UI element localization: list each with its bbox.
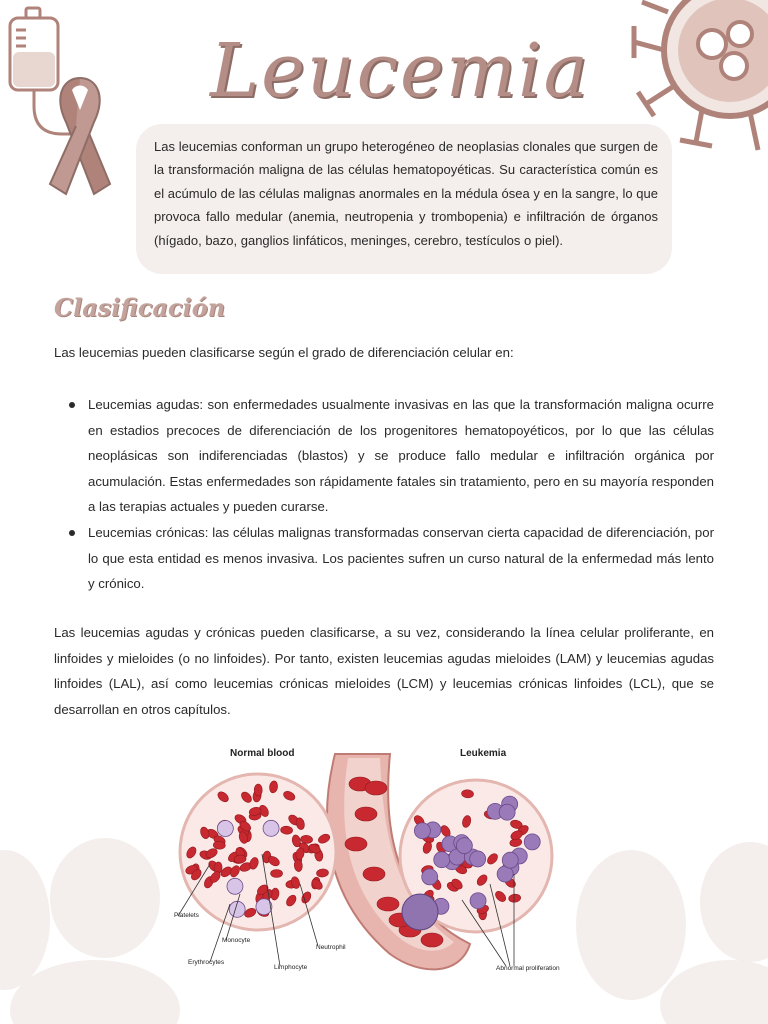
red-blood-cell xyxy=(271,869,283,877)
white-blood-cell xyxy=(502,852,518,868)
label-leukemia: Leukemia xyxy=(460,748,507,759)
label-limphocyte: Limphocyte xyxy=(274,964,308,971)
label-platelets: Platelets xyxy=(174,912,199,919)
white-blood-cell xyxy=(227,878,243,894)
label-monocyte: Monocyte xyxy=(222,937,251,944)
blood-vessel-illustration xyxy=(170,744,590,980)
label-abnormal-proliferation: Abnormal proliferation xyxy=(496,965,560,972)
document-title: Leucemia xyxy=(210,28,590,114)
white-blood-cell xyxy=(470,851,486,867)
blood-illustration xyxy=(170,744,590,980)
intro-paragraph: Las leucemias conforman un grupo heterogéneo de neoplasias clonales que surgen de la transformación maligna de las células hematopoyéticas. Su característica común es el acúmulo de las células malignas anormales en la médula ósea y en la sangre, lo que provoca fallo medular (anemia, neutropenia y trombopenia) e infiltración de órganos (hígado, bazo, ganglios linfáticos, meninges, cerebro, testículos o piel). xyxy=(154,139,658,248)
white-blood-cell xyxy=(217,821,233,837)
paragraph-classification-intro: Las leucemias pueden clasificarse según el grado de diferenciación celular en: xyxy=(54,345,514,360)
iv-bag-ribbon-icon xyxy=(2,6,132,201)
red-blood-cell xyxy=(421,933,443,947)
label-neutrophil: Neutrophil xyxy=(316,944,346,951)
decor-blob xyxy=(660,960,768,1024)
decor-blob xyxy=(50,838,160,958)
red-blood-cell xyxy=(345,837,367,851)
white-blood-cell xyxy=(422,869,438,885)
list-item: Leucemias agudas: son enfermedades usualmente invasivas en las que la transformación maligna ocurre en estadios precoces de diferenciación de los progenitores hematopoyéticos, por lo que las células neoplásicas son indiferenciadas (blastos) y se produce fallo medular e infiltración orgánica por acumulación. Estas enfermedades son rápidamente fatales sin tratamiento, pero en su mayoría responden a las terapias actuales y pueden curarse. xyxy=(88,392,714,520)
decor-blob xyxy=(700,842,768,962)
red-blood-cell xyxy=(355,807,377,821)
paragraph-lineage: Las leucemias agudas y crónicas pueden clasificarse, a su vez, considerando la línea celular proliferante, en linfoides y mieloides (o no linfoides). Por tanto, existen leucemias agudas mieloides (LAM) y leucemias agudas linfoides (LAL), así como leucemias crónicas mieloides (LCM) y leucemias crónicas linfoides (LCL), que se desarrollan en otros capítulos. xyxy=(54,625,714,717)
white-blood-cell xyxy=(524,834,540,850)
white-blood-cell xyxy=(434,852,450,868)
red-blood-cell xyxy=(365,781,387,795)
red-blood-cell xyxy=(254,784,262,796)
label-erythrocytes: Erythrocytes xyxy=(188,959,225,966)
decor-blob xyxy=(576,850,686,1000)
list-item: Leucemias crónicas: las células malignas transformadas conservan cierta capacidad de diferenciación, por lo que esta entidad es menos invasiva. Los pacientes sufren un curso natural de la enfermedad más lento y crónico. xyxy=(88,520,714,597)
bullet-list xyxy=(88,392,714,597)
white-blood-cell xyxy=(263,820,279,836)
white-blood-cell xyxy=(499,804,515,820)
white-blood-cell xyxy=(402,894,438,930)
red-blood-cell xyxy=(377,897,399,911)
label-normal-blood: Normal blood xyxy=(230,748,295,759)
white-blood-cell xyxy=(414,823,430,839)
red-blood-cell xyxy=(363,867,385,881)
decor-blob xyxy=(0,850,50,990)
white-blood-cell xyxy=(456,838,472,854)
white-blood-cell xyxy=(470,893,486,909)
section-heading: Clasificación xyxy=(54,293,226,322)
